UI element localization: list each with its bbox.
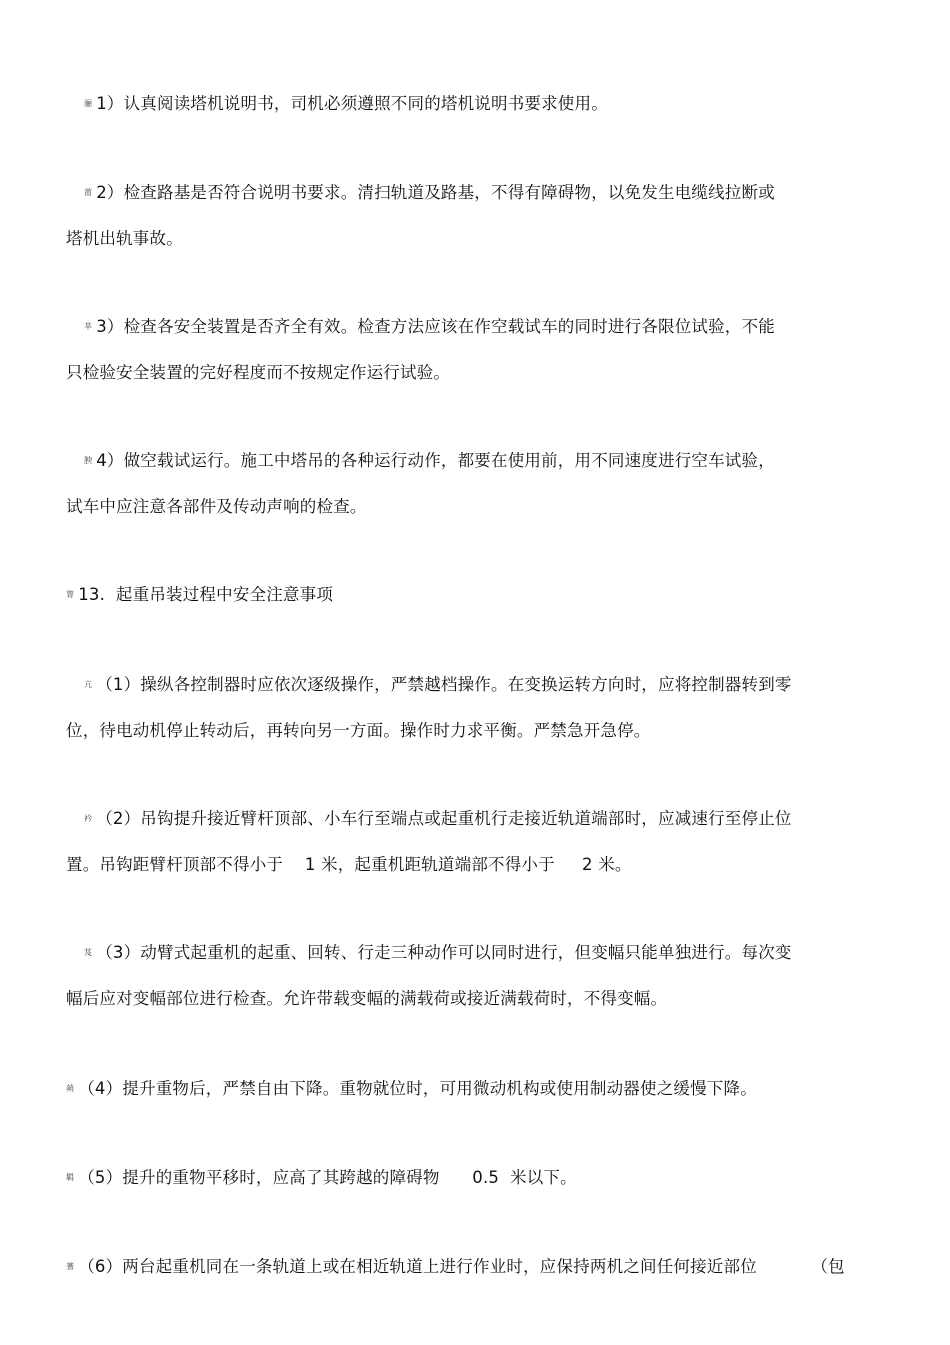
- margin-mark: 蓍: [66, 1261, 75, 1271]
- paragraph-text: （1）操纵各控制器时应依次逐级操作，严禁越档操作。在变换运转方向时，应将控制器转到零: [96, 675, 792, 694]
- paragraph-text: 试车中应注意各部件及传动声响的检查。: [66, 497, 367, 516]
- paragraph-text: （4）提升重物后，严禁自由下降。重物就位时，可用微动机构或使用制动器使之缓慢下降。: [78, 1079, 757, 1098]
- paragraph-2-line-1: [84, 182, 775, 204]
- paragraph-text: （5）提升的重物平移时，应高了其跨越的障碍物 0.5 米以下。: [78, 1168, 577, 1187]
- paragraph-4-line-1: [84, 450, 775, 472]
- margin-mark: 芨: [84, 947, 93, 957]
- paragraph-text: 1）认真阅读塔机说明书，司机必须遵照不同的塔机说明书要求使用。: [96, 94, 608, 113]
- margin-mark: 羁: [66, 1172, 75, 1182]
- section-heading: [66, 584, 333, 606]
- paragraph-text: 位，待电动机停止转动后，再转向另一方面。操作时力求平衡。严禁急开急停。: [66, 721, 651, 740]
- paragraph-text: （6）两台起重机同在一条轨道上或在相近轨道上进行作业时，应保持两机之间任何接近部位 （包: [78, 1257, 845, 1276]
- paragraph-text: 4）做空载试运行。施工中塔吊的各种运行动作，都要在使用前，用不同速度进行空车试验，: [96, 451, 775, 470]
- margin-mark: 膂: [66, 589, 75, 599]
- paragraph-2-line-2: [66, 228, 183, 250]
- paragraph-text: （2）吊钩提升接近臂杆顶部、小车行至端点或起重机行走接近轨道端部时，应减速行至停止位: [96, 809, 792, 828]
- paragraph-3-line-2: [66, 362, 450, 384]
- margin-mark: 腴: [84, 455, 93, 465]
- paragraph-7-line-2: [66, 988, 667, 1010]
- margin-mark: 衿: [84, 813, 93, 823]
- margin-mark: 芈: [84, 321, 93, 331]
- paragraph-9-line-1: [66, 1167, 577, 1189]
- paragraph-7-line-1: [84, 942, 792, 964]
- paragraph-text: 2）检查路基是否符合说明书要求。清扫轨道及路基，不得有障碍物，以免发生电缆线拉断或: [96, 183, 775, 202]
- margin-mark: 骊: [84, 98, 93, 108]
- paragraph-6-line-2: [66, 854, 632, 876]
- paragraph-4-line-2: [66, 496, 367, 518]
- margin-mark: 蒴: [66, 1083, 75, 1093]
- paragraph-8-line-1: [66, 1078, 757, 1100]
- margin-mark: 亢: [84, 679, 93, 689]
- paragraph-1-line-1: [84, 93, 608, 115]
- heading-text: 13. 起重吊装过程中安全注意事项: [78, 585, 334, 604]
- paragraph-text: 只检验安全装置的完好程度而不按规定作运行试验。: [66, 363, 451, 382]
- paragraph-text: 幅后应对变幅部位进行检查。允许带载变幅的满载荷或接近满载荷时，不得变幅。: [66, 989, 668, 1008]
- paragraph-text: 置。吊钩距臂杆顶部不得小于 1 米，起重机距轨道端部不得小于 2 米。: [66, 855, 632, 874]
- paragraph-text: （3）动臂式起重机的起重、回转、行走三种动作可以同时进行，但变幅只能单独进行。每次变: [96, 943, 792, 962]
- paragraph-5-line-1: [84, 674, 792, 696]
- paragraph-10-line-1: [66, 1256, 845, 1278]
- margin-mark: 莆: [84, 187, 93, 197]
- paragraph-6-line-1: [84, 808, 792, 830]
- paragraph-3-line-1: [84, 316, 775, 338]
- paragraph-text: 塔机出轨事故。: [66, 229, 183, 248]
- paragraph-text: 3）检查各安全装置是否齐全有效。检查方法应该在作空载试车的同时进行各限位试验，不能: [96, 317, 775, 336]
- paragraph-5-line-2: [66, 720, 651, 742]
